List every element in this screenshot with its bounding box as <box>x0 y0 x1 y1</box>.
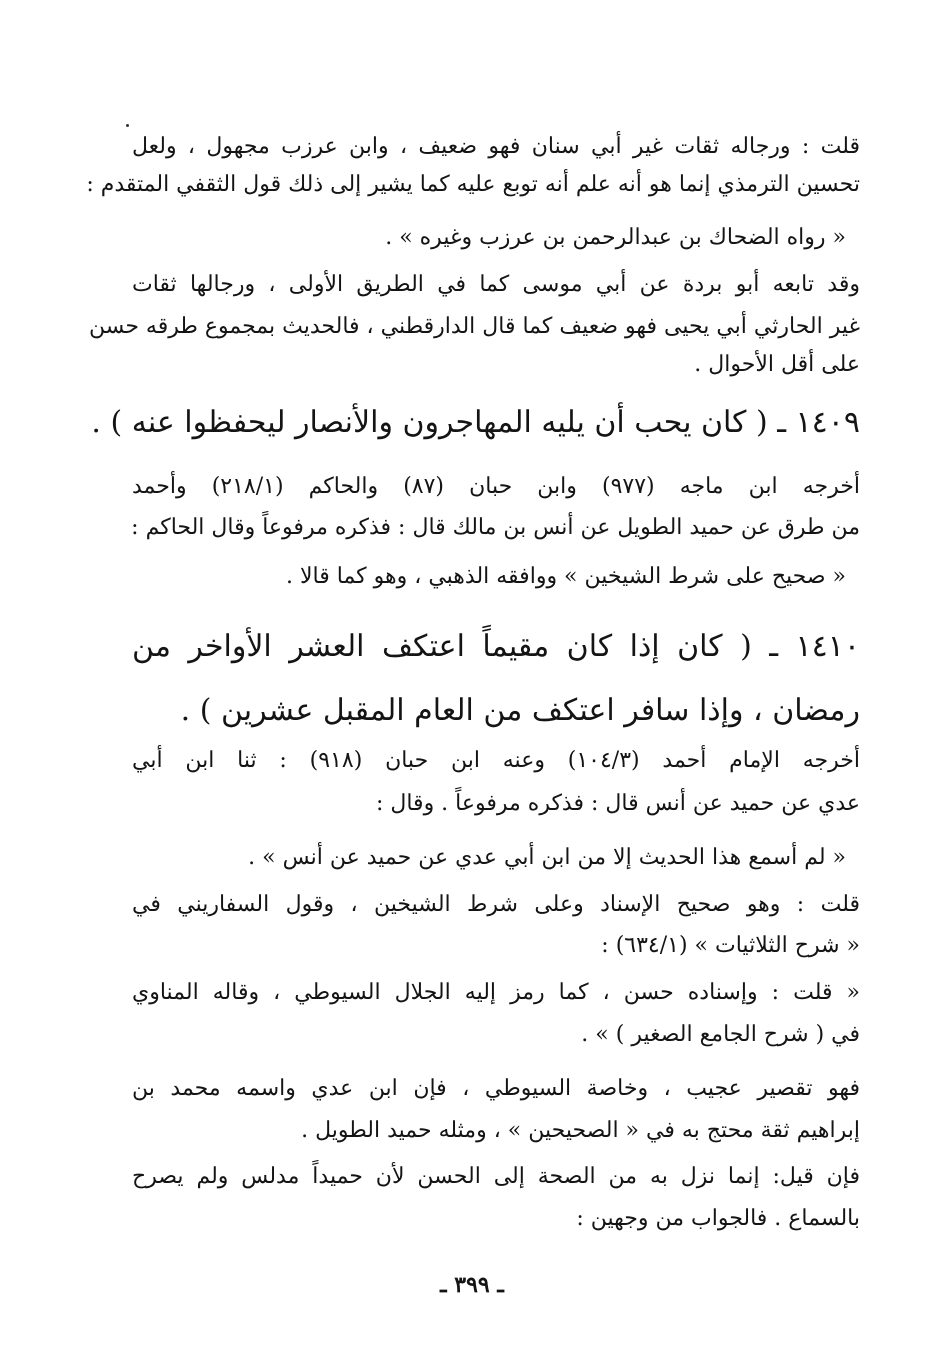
text-line-22: فإن قيل: إنما نزل به من الصحة إلى الحسن لأن حميداً مدلس ولم يصرح <box>132 1164 860 1189</box>
quote-line-5: في ( شرح الجامع الصغير ) » . <box>581 1022 860 1047</box>
text-line-16: قلت : وهو صحيح الإسناد وعلى شرط الشيخين ، وقول السفاريني في <box>132 892 860 917</box>
scan-speck <box>126 124 129 127</box>
hadith-heading-1410-cont: رمضان ، وإذا سافر اعتكف من العام المقبل عشرين ) . <box>180 693 860 728</box>
text-line-2: تحسين الترمذي إنما هو أنه علم أنه توبع عليه كما يشير إلى ذلك قول الثقفي المتقدم : <box>86 172 860 197</box>
quote-line-3: « لم أسمع هذا الحديث إلا من ابن أبي عدي عن حميد عن أنس » . <box>248 845 846 870</box>
text-line-8: أخرجه ابن ماجه (٩٧٧) وابن حبان (٨٧) والحاكم (٢١٨/١) وأحمد <box>132 474 860 499</box>
text-line-1: قلت : ورجاله ثقات غير أبي سنان فهو ضعيف ، وابن عرزب مجهول ، ولعل <box>132 134 860 159</box>
quote-line-1: « رواه الضحاك بن عبدالرحمن بن عرزب وغيره » . <box>385 225 846 250</box>
quote-line-4: « قلت : وإسناده حسن ، كما رمز إليه الجلال السيوطي ، وقاله المناوي <box>132 980 860 1005</box>
text-line-20: فهو تقصير عجيب ، وخاصة السيوطي ، فإن ابن عدي واسمه محمد بن <box>132 1076 860 1101</box>
text-line-17: « شرح الثلاثيات » (٦٣٤/١) : <box>601 933 860 958</box>
hadith-heading-1409: ١٤٠٩ ـ ( كان يحب أن يليه المهاجرون والأنصار ليحفظوا عنه ) . <box>91 405 860 440</box>
text-line-9: من طرق عن حميد الطويل عن أنس بن مالك قال : فذكره مرفوعاً وقال الحاكم : <box>131 515 860 540</box>
quote-line-2: « صحيح على شرط الشيخين » ووافقه الذهبي ، وهو كما قالا . <box>286 564 846 589</box>
text-line-5: غير الحارثي أبي يحيى فهو ضعيف كما قال الدارقطني ، فالحديث بمجموع طرقه حسن <box>88 314 860 339</box>
text-line-14: عدي عن حميد عن أنس قال : فذكره مرفوعاً . وقال : <box>375 791 860 816</box>
text-line-23: بالسماع . فالجواب من وجهين : <box>576 1206 860 1231</box>
text-line-13: أخرجه الإمام أحمد (١٠٤/٣) وعنه ابن حبان (٩١٨) : ثنا ابن أبي <box>132 748 860 773</box>
text-line-21: إبراهيم ثقة محتج به في « الصحيحين » ، ومثله حميد الطويل . <box>301 1118 860 1143</box>
page-number: ـ ٣٩٩ ـ <box>440 1272 504 1298</box>
text-line-4: وقد تابعه أبو بردة عن أبي موسى كما في الطريق الأولى ، ورجالها ثقات <box>132 272 860 297</box>
text-line-6: على أقل الأحوال . <box>694 352 860 377</box>
hadith-heading-1410: ١٤١٠ ـ ( كان إذا كان مقيماً اعتكف العشر الأواخر من <box>132 629 860 664</box>
